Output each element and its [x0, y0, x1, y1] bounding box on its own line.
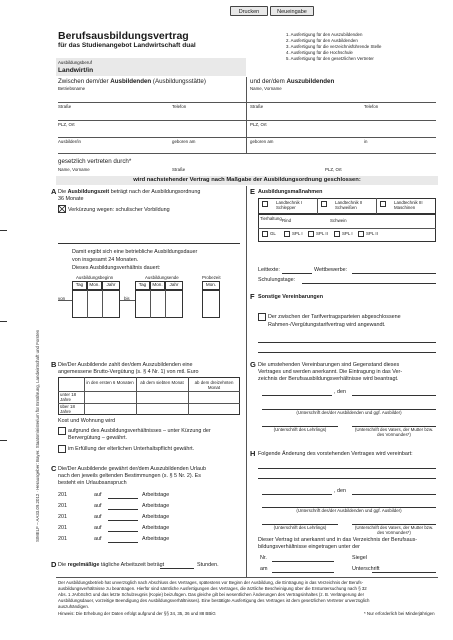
- gl-label: GL: [270, 231, 276, 236]
- h-ort-field[interactable]: [262, 494, 332, 495]
- schulungstage-label: Schulungstage:: [258, 277, 296, 283]
- urlaub-days-2[interactable]: [108, 509, 138, 510]
- urlaub-unit-1: Arbeitstage: [142, 492, 170, 498]
- landtechnik-row: [258, 198, 436, 214]
- column-divider: [246, 186, 247, 578]
- b-opt2: im Erfüllung der elterlichen Unterhaltspflicht gewährt.: [68, 446, 195, 452]
- f-heading: Sonstige Vereinbarungen: [258, 294, 324, 300]
- a-ende-label: Ausbildungsende: [145, 275, 179, 280]
- schwein-spl1-label: SPL I: [342, 231, 353, 236]
- f-line2[interactable]: [258, 352, 436, 353]
- f-line1[interactable]: [258, 342, 436, 343]
- checkmark-x-icon: [58, 205, 66, 213]
- ausbildungsberuf-label: Ausbildungsberuf: [58, 60, 92, 65]
- a-probezeit-label: Probezeit: [202, 275, 221, 280]
- ausbildender-heading: Zwischen dem/der Ausbildenden (Ausbildungsstätte): [58, 78, 206, 85]
- vt-head-1: in den ersten 6 Monaten: [86, 380, 134, 385]
- h-sig3-caption: (Unterschrift des Vaters, der Mutter bzw. des Vormundes*): [354, 525, 434, 535]
- c-text2: nach den jeweils geltenden Bestimmungen (s. § 5 Nr. 2). Es: [58, 473, 201, 479]
- h-text1: Folgende Änderung des vorstehenden Vertrages wird vereinbart:: [258, 451, 413, 457]
- betriebsname-label: Betriebsname: [58, 86, 86, 91]
- vertreter-name-label: Name, Vorname: [58, 167, 90, 172]
- g-den: , den: [334, 389, 346, 395]
- main-heading-bar: [56, 176, 438, 185]
- urlaub-year-5: 201: [58, 536, 67, 542]
- section-d-letter: D: [51, 560, 57, 569]
- schulungstage-field[interactable]: [302, 283, 436, 284]
- page-subtitle: für das Studienangebot Landwirtschaft dual: [58, 42, 196, 49]
- urlaub-days-1[interactable]: [108, 498, 138, 499]
- h-sig2-caption: (Unterschrift des Lehrlings): [273, 525, 327, 530]
- urlaub-year-4: 201: [58, 525, 67, 531]
- line-plz: [58, 120, 436, 121]
- rind-spl1-label: SPL I: [292, 231, 303, 236]
- azubi-name-label: Name, Vorname: [250, 86, 282, 91]
- section-a-letter: A: [51, 187, 57, 196]
- d-text: Die regelmäßige tägliche Arbeitszeit beträgt: [58, 562, 165, 568]
- section-e-letter: E: [250, 187, 256, 196]
- rind-spl2-checkbox[interactable]: [308, 231, 314, 237]
- a-ergibt1: Damit ergibt sich eine betriebliche Ausbildungsdauer: [72, 249, 198, 255]
- a-dauert: Dieses Ausbildungsverhältnis dauert:: [72, 265, 161, 271]
- schwein-spl1-checkbox[interactable]: [334, 231, 340, 237]
- beginn-date-sep1: [87, 290, 88, 318]
- a-verkuerzung: Verkürzung wegen: schulischer Vorbildung: [68, 207, 170, 213]
- a-beginn-label: Ausbildungsbeginn: [76, 275, 114, 280]
- ende-date-field[interactable]: [135, 290, 183, 318]
- urlaub-auf-4: auf: [94, 525, 102, 531]
- urlaub-year-2: 201: [58, 503, 67, 509]
- urlaub-auf-5: auf: [94, 536, 102, 542]
- von-line: [58, 300, 72, 301]
- rind-spl1-checkbox[interactable]: [284, 231, 290, 237]
- a-ergibt2: von insgesamt 24 Monaten.: [72, 257, 139, 263]
- section-f-letter: F: [250, 292, 255, 301]
- footer-p1: Der Ausbildungsbetrieb hat unverzüglich nach Abschluss des Vertrages, spätestens vor Beginn der Ausbildung, die Eintragung in das Verzeichnis der Berufs-: [58, 580, 364, 585]
- rind-spl2-label: SPL II: [316, 231, 328, 236]
- h-nr-label: Nr.: [260, 555, 267, 561]
- beginn-tag[interactable]: Tag: [72, 281, 87, 290]
- azubi-strasse-label: Straße: [250, 104, 264, 109]
- vt-row2: [58, 403, 240, 404]
- lt-sep2: [376, 198, 377, 214]
- lt3-label: Landtechnik III Maschinen: [394, 200, 423, 210]
- ende-date-sep1: [150, 290, 151, 318]
- line-strasse: [58, 102, 436, 103]
- a-von: von: [58, 296, 66, 301]
- auszubildender-heading: und der/dem Auszubildenden: [250, 78, 335, 85]
- verkuerzung-checkbox[interactable]: [58, 205, 66, 213]
- g-datum-field[interactable]: [352, 395, 436, 396]
- leittexte-label: Leittexte:: [258, 267, 280, 273]
- h-den: , den: [334, 488, 346, 494]
- leittexte-field[interactable]: [282, 273, 312, 274]
- ausbildungsberuf-value: Landwirt/in: [58, 67, 94, 74]
- g-text3: zeichnis der Berufsausbildungsverhältnisse wird beantragt.: [258, 376, 399, 382]
- betrieb-strasse-label: Straße: [58, 104, 72, 109]
- ende-mon[interactable]: Mon.: [150, 281, 165, 290]
- f-text2: Rahmen-/Vergütungstarifvertrag wird angewandt.: [268, 322, 386, 328]
- fold-mark-top: [0, 230, 7, 231]
- probezeit-field[interactable]: [202, 290, 220, 318]
- arbeitszeit-field[interactable]: [160, 568, 194, 569]
- section-g-letter: G: [250, 360, 256, 369]
- azubi-plz-label: PLZ, Ort: [250, 122, 267, 127]
- a-bis: bis: [124, 296, 130, 301]
- copy-3: 3. Ausfertigung für die verzeichnisführende Stelle: [286, 44, 382, 49]
- g-sig1-caption: (Unterschrift des/der Ausbildenden und ggf. Ausbilder): [296, 410, 402, 415]
- g-sig2-caption: (Unterschrift des Lehrlings): [273, 427, 327, 432]
- e-heading: Ausbildungsmaßnahmen: [258, 189, 323, 195]
- gl-checkbox[interactable]: [262, 231, 268, 237]
- ende-tag[interactable]: Tag: [135, 281, 150, 290]
- h-line2[interactable]: [258, 478, 436, 479]
- g-text2: Vertrages und werden anerkannt. Die Eintragung in das Ver-: [258, 369, 403, 375]
- g-ort-field[interactable]: [262, 395, 332, 396]
- line-ausbilder: [58, 137, 436, 138]
- g-text1: Die umstehenden Vereinbarungen sind Gegenstand dieses: [258, 362, 400, 368]
- urlaub-unit-5: Arbeitstage: [142, 536, 170, 542]
- footer-divider: [56, 577, 438, 578]
- vt-row1: [58, 391, 240, 392]
- urlaub-unit-4: Arbeitstage: [142, 525, 170, 531]
- side-publisher-text: SIMELF – AA33.09.2012 · Herausgeber: Bayer. Staatsministerium für Ernährung, Landwirtschaft und Forsten: [35, 329, 40, 542]
- h-datum-field[interactable]: [352, 494, 436, 495]
- urlaub-year-3: 201: [58, 514, 67, 520]
- kost-option2-checkbox[interactable]: [58, 445, 66, 453]
- beginn-jahr[interactable]: Jahr: [102, 281, 120, 290]
- b-text1: Die/Der Ausbildende zahlt der/dem Auszubildenden eine: [58, 362, 193, 368]
- schwein-spl2-label: SPL II: [366, 231, 378, 236]
- beginn-date-sep2: [102, 290, 103, 318]
- betrieb-telefon-label: Telefon: [172, 104, 187, 109]
- bis-line: [120, 300, 135, 301]
- ende-date-sep2: [165, 290, 166, 318]
- footer-note: * Nur erforderlich bei Minderjährigen: [364, 611, 435, 616]
- b-text2: angemessene Brutto-Vergütung (s. § 4 Nr. 1) von mtl. Euro: [58, 369, 199, 375]
- g-sig3-caption: (Unterschrift des Vaters, der Mutter bzw. des Vormundes*): [354, 427, 434, 437]
- vertreter-strasse-label: Straße: [172, 167, 186, 172]
- urlaub-year-1: 201: [58, 492, 67, 498]
- betrieb-plz-label: PLZ, Ort: [58, 122, 75, 127]
- a-divider: [58, 243, 240, 244]
- urlaub-auf-3: auf: [94, 514, 102, 520]
- probezeit-mon[interactable]: Mon.: [202, 281, 220, 290]
- vt-row-u18: unter 18 Jahre: [60, 392, 77, 402]
- azubi-in-label: in: [364, 139, 368, 144]
- h-am-field[interactable]: [272, 572, 334, 573]
- a-text2: 36 Monate: [58, 196, 84, 202]
- d-unit: Stunden.: [197, 562, 219, 568]
- copy-2: 2. Ausfertigung für den Ausbildenden: [286, 38, 358, 43]
- urlaub-days-4[interactable]: [108, 531, 138, 532]
- h-nr-field[interactable]: [272, 561, 334, 562]
- h-unterschrift-field[interactable]: [372, 572, 436, 573]
- footer-p2: ausbildungsverhältnisse zu beantragen. Hierfür sind sämtliche Ausfertigungen des Vertrages, die ärztliche Bescheinigung über die Erstuntersuchung nach § 32: [58, 586, 367, 591]
- c-text3: besteht ein Urlaubsanspruch: [58, 480, 127, 486]
- tarifvertrag-checkbox[interactable]: [258, 313, 266, 321]
- footer-p3: Abs. 1 JArbSchG und das letzte Schulzeugnis (Kopie) beizufügen. Das gleiche gilt bei wesentlichen Änderungen des Vertragsinhaltes (z. B. Verlängerung der: [58, 592, 365, 597]
- h-reg2: bildungsverhältnisse eingetragen unter der: [258, 544, 360, 550]
- urlaub-auf-2: auf: [94, 503, 102, 509]
- a-text1: Die Ausbildungszeit beträgt nach der Ausbildungsordnung: [58, 189, 201, 195]
- rind-label: Rind: [282, 218, 292, 223]
- h-reg1: Dieser Vertrag ist anerkannt und in das Verzeichnis der Berufsaus-: [258, 537, 418, 543]
- urlaub-days-5[interactable]: [108, 542, 138, 543]
- vt-row-o18: über 18 Jahre: [60, 404, 75, 414]
- line-vertreter: [58, 153, 436, 154]
- parties-divider: [246, 77, 247, 153]
- copy-1: 1. Ausfertigung für den Auszubildenden: [286, 32, 363, 37]
- section-b-letter: B: [51, 360, 57, 369]
- vertreter-heading: gesetzlich vertreten durch*: [58, 158, 132, 165]
- azubi-geboren-label: geboren am: [250, 139, 274, 144]
- beginn-date-field[interactable]: [72, 290, 120, 318]
- footer-p4: Ausbildungsdauer, vorzeitige Beendigung des Ausbildungsverhältnisses). Eine bestätigte Ausfertigung des Vertrages ist dem gesetzlichen Vertreter unverzüglich: [58, 598, 370, 603]
- b-opt1b: Bervergütung – gewährt.: [68, 435, 128, 441]
- ausbilder-label: Ausbilder/in: [58, 139, 81, 144]
- kost-option1-checkbox[interactable]: [58, 427, 66, 435]
- b-opt1a: aufgrund des Ausbildungsverhältnisses – unter Kürzung der: [68, 428, 211, 434]
- footer-hint: Hinweis: Die Erhebung der Daten erfolgt aufgrund der §§ 34, 35, 36 und 88 BBiG: [58, 611, 216, 616]
- wettbewerbe-label: Wettbewerbe:: [314, 267, 348, 273]
- ausbildungsberuf-box[interactable]: [56, 58, 246, 76]
- fold-mark-bottom: [0, 440, 7, 441]
- urlaub-unit-2: Arbeitstage: [142, 503, 170, 509]
- lt2-label: Landtechnik II Schweißen: [335, 200, 363, 210]
- schwein-spl2-checkbox[interactable]: [358, 231, 364, 237]
- vt-head-2: ab dem siebten Monat: [140, 380, 184, 385]
- h-siegel-label: Siegel: [352, 555, 367, 561]
- punch-mark: [0, 321, 7, 322]
- h-line1[interactable]: [258, 468, 436, 469]
- h-unterschrift-label: Unterschrift: [352, 566, 380, 572]
- c-text1: Die/Der Ausbildende gewährt der/dem Auszubildenden Urlaub: [58, 466, 207, 472]
- tierhaltung-label: Tierhaltung: [260, 216, 282, 221]
- section-c-letter: C: [51, 464, 57, 473]
- urlaub-auf-1: auf: [94, 492, 102, 498]
- azubi-telefon-label: Telefon: [364, 104, 379, 109]
- h-am-label: am: [260, 566, 268, 572]
- f-text1: Der zwischen der Tarifvertragsparteien abgeschlossene: [268, 314, 401, 320]
- ausbilder-geboren-label: geboren am: [172, 139, 196, 144]
- vertreter-plz-label: PLZ, Ort: [325, 167, 342, 172]
- wettbewerbe-field[interactable]: [352, 273, 436, 274]
- copy-5: 5. Ausfertigung für den gesetzlichen Vertreter: [286, 56, 374, 61]
- vt-head-3: ab dem dreizehnten Monat: [194, 380, 234, 390]
- main-heading: wird nachstehender Vertrag nach Maßgabe der Ausbildungsordnung geschlossen:: [133, 177, 361, 183]
- beginn-mon[interactable]: Mon.: [87, 281, 102, 290]
- lt1-label: Landtechnik I Schlepper: [276, 200, 303, 210]
- lt-sep1: [317, 198, 318, 214]
- print-button[interactable]: Drucken: [230, 6, 268, 16]
- ende-jahr[interactable]: Jahr: [165, 281, 183, 290]
- mg-row: [258, 228, 436, 229]
- footer-p5: auszuhändigen.: [58, 604, 90, 609]
- b-kost: Kost und Wohnung wird: [58, 418, 116, 424]
- urlaub-days-3[interactable]: [108, 520, 138, 521]
- page-title: Berufsausbildungsvertrag: [58, 30, 189, 42]
- schwein-label: Schwein: [330, 218, 347, 223]
- h-sig1-caption: (Unterschrift des/der Ausbildenden und ggf. Ausbilder): [296, 508, 402, 513]
- section-h-letter: H: [250, 449, 256, 458]
- urlaub-unit-3: Arbeitstage: [142, 514, 170, 520]
- new-entry-button[interactable]: Neueingabe: [270, 6, 314, 16]
- copy-4: 4. Ausfertigung für die Hochschule: [286, 50, 353, 55]
